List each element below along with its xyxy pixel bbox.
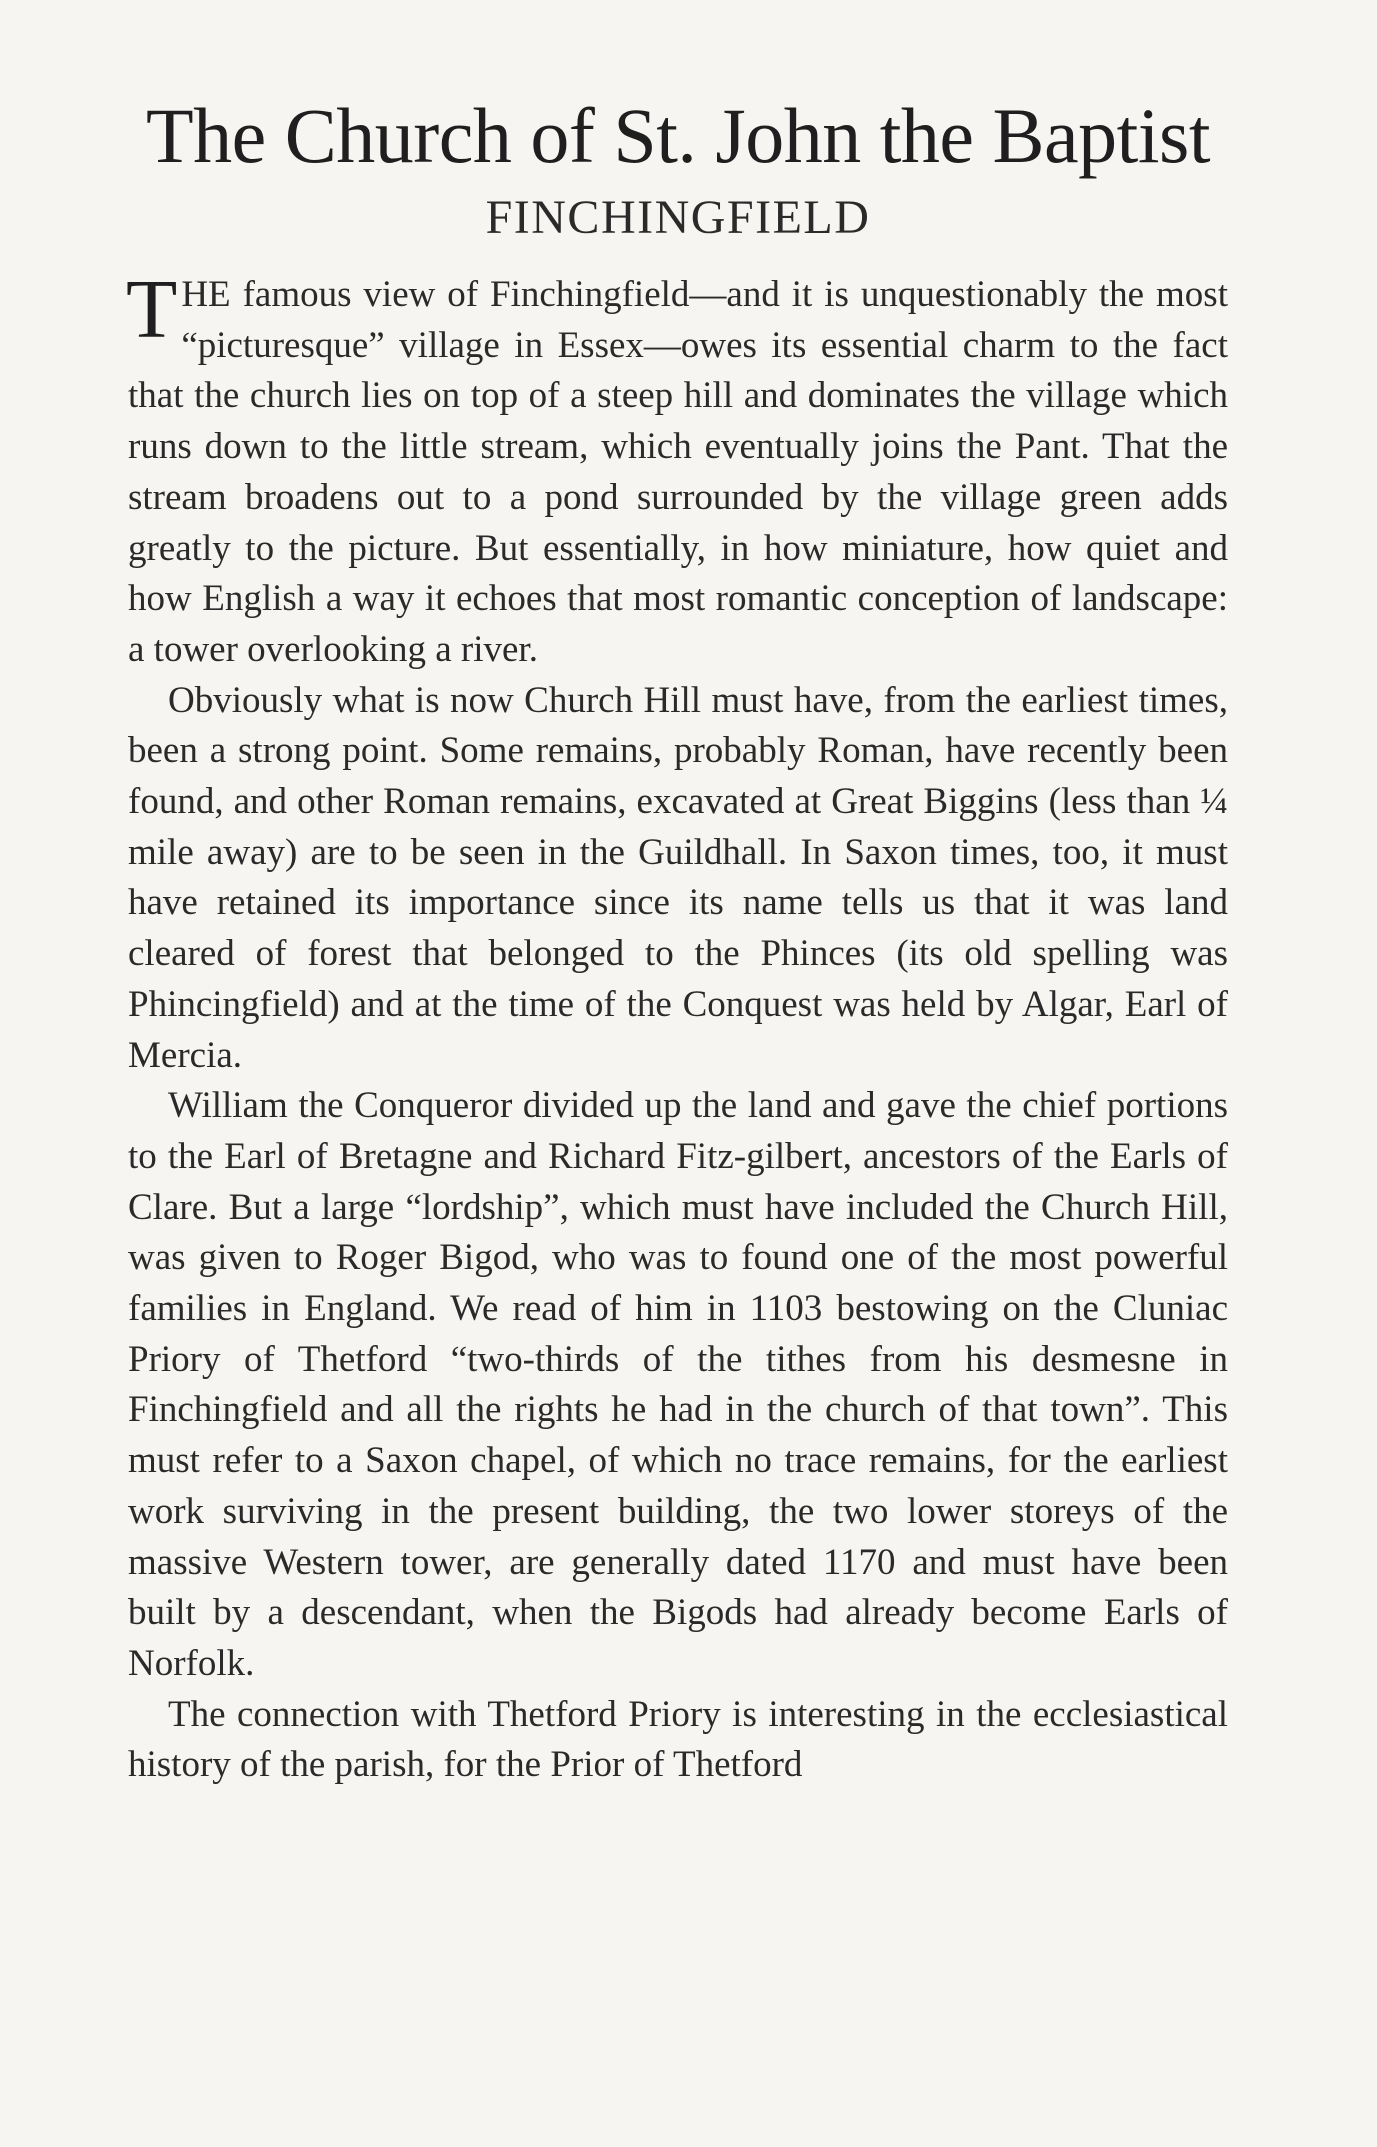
- page-title: The Church of St. John the Baptist: [145, 92, 1211, 179]
- document-page: [128, 88, 1228, 1791]
- page-subtitle: FINCHINGFIELD: [485, 191, 871, 244]
- paragraph-3: William the Conqueror divided up the land and gave the chief portions to the Earl of Bretagne and Richard Fitz-gilbert, ancestors of the Earls of Clare. But a large “lordship”, which must have included the Church Hill, was given to Roger Bigod, who was to found one of the most powerful families in England. We read of him in 1103 bestowing on the Cluniac Priory of Thetford “two-thirds of the tithes from his desmesne in Finchingfield and all the rights he had in the church of that town”. This must refer to a Saxon chapel, of which no trace remains, for the earliest work surviving in the present building, the two lower storeys of the massive Western tower, are generally dated 1170 and must have been built by a descendant, when the Bigods had already become Earls of Norfolk.: [128, 1085, 1228, 1684]
- paragraph-1: [126, 263, 1228, 676]
- paragraph-1-text: HE famous view of Finchingfield—and it is unquestionably the most “picturesque” village in Essex—owes its essential charm to the fact that the church lies on top of a steep hill and dominates the village which runs down to the little stream, which eventually joins the Pant. That the stream broadens out to a pond surrounded by the village green adds greatly to the picture. But essentially, in how miniature, how quiet and how English a way it echoes that most romantic conception of landscape: a tower overlooking a river.: [128, 274, 1228, 670]
- drop-cap: T: [126, 263, 178, 356]
- paragraph-2: Obviously what is now Church Hill must have, from the earliest times, been a strong point. Some remains, probably Roman, have recently been found, and other Roman remains, excavated at Great Biggins (less than ¼ mile away) are to be seen in the Guildhall. In Saxon times, too, it must have retained its importance since its name tells us that it was land cleared of forest that belonged to the Phinces (its old spelling was Phincingfield) and at the time of the Conquest was held by Algar, Earl of Mercia.: [128, 679, 1228, 1076]
- paragraph-4: The connection with Thetford Priory is interesting in the ecclesiastical history of the parish, for the Prior of Thetford: [128, 1693, 1228, 1786]
